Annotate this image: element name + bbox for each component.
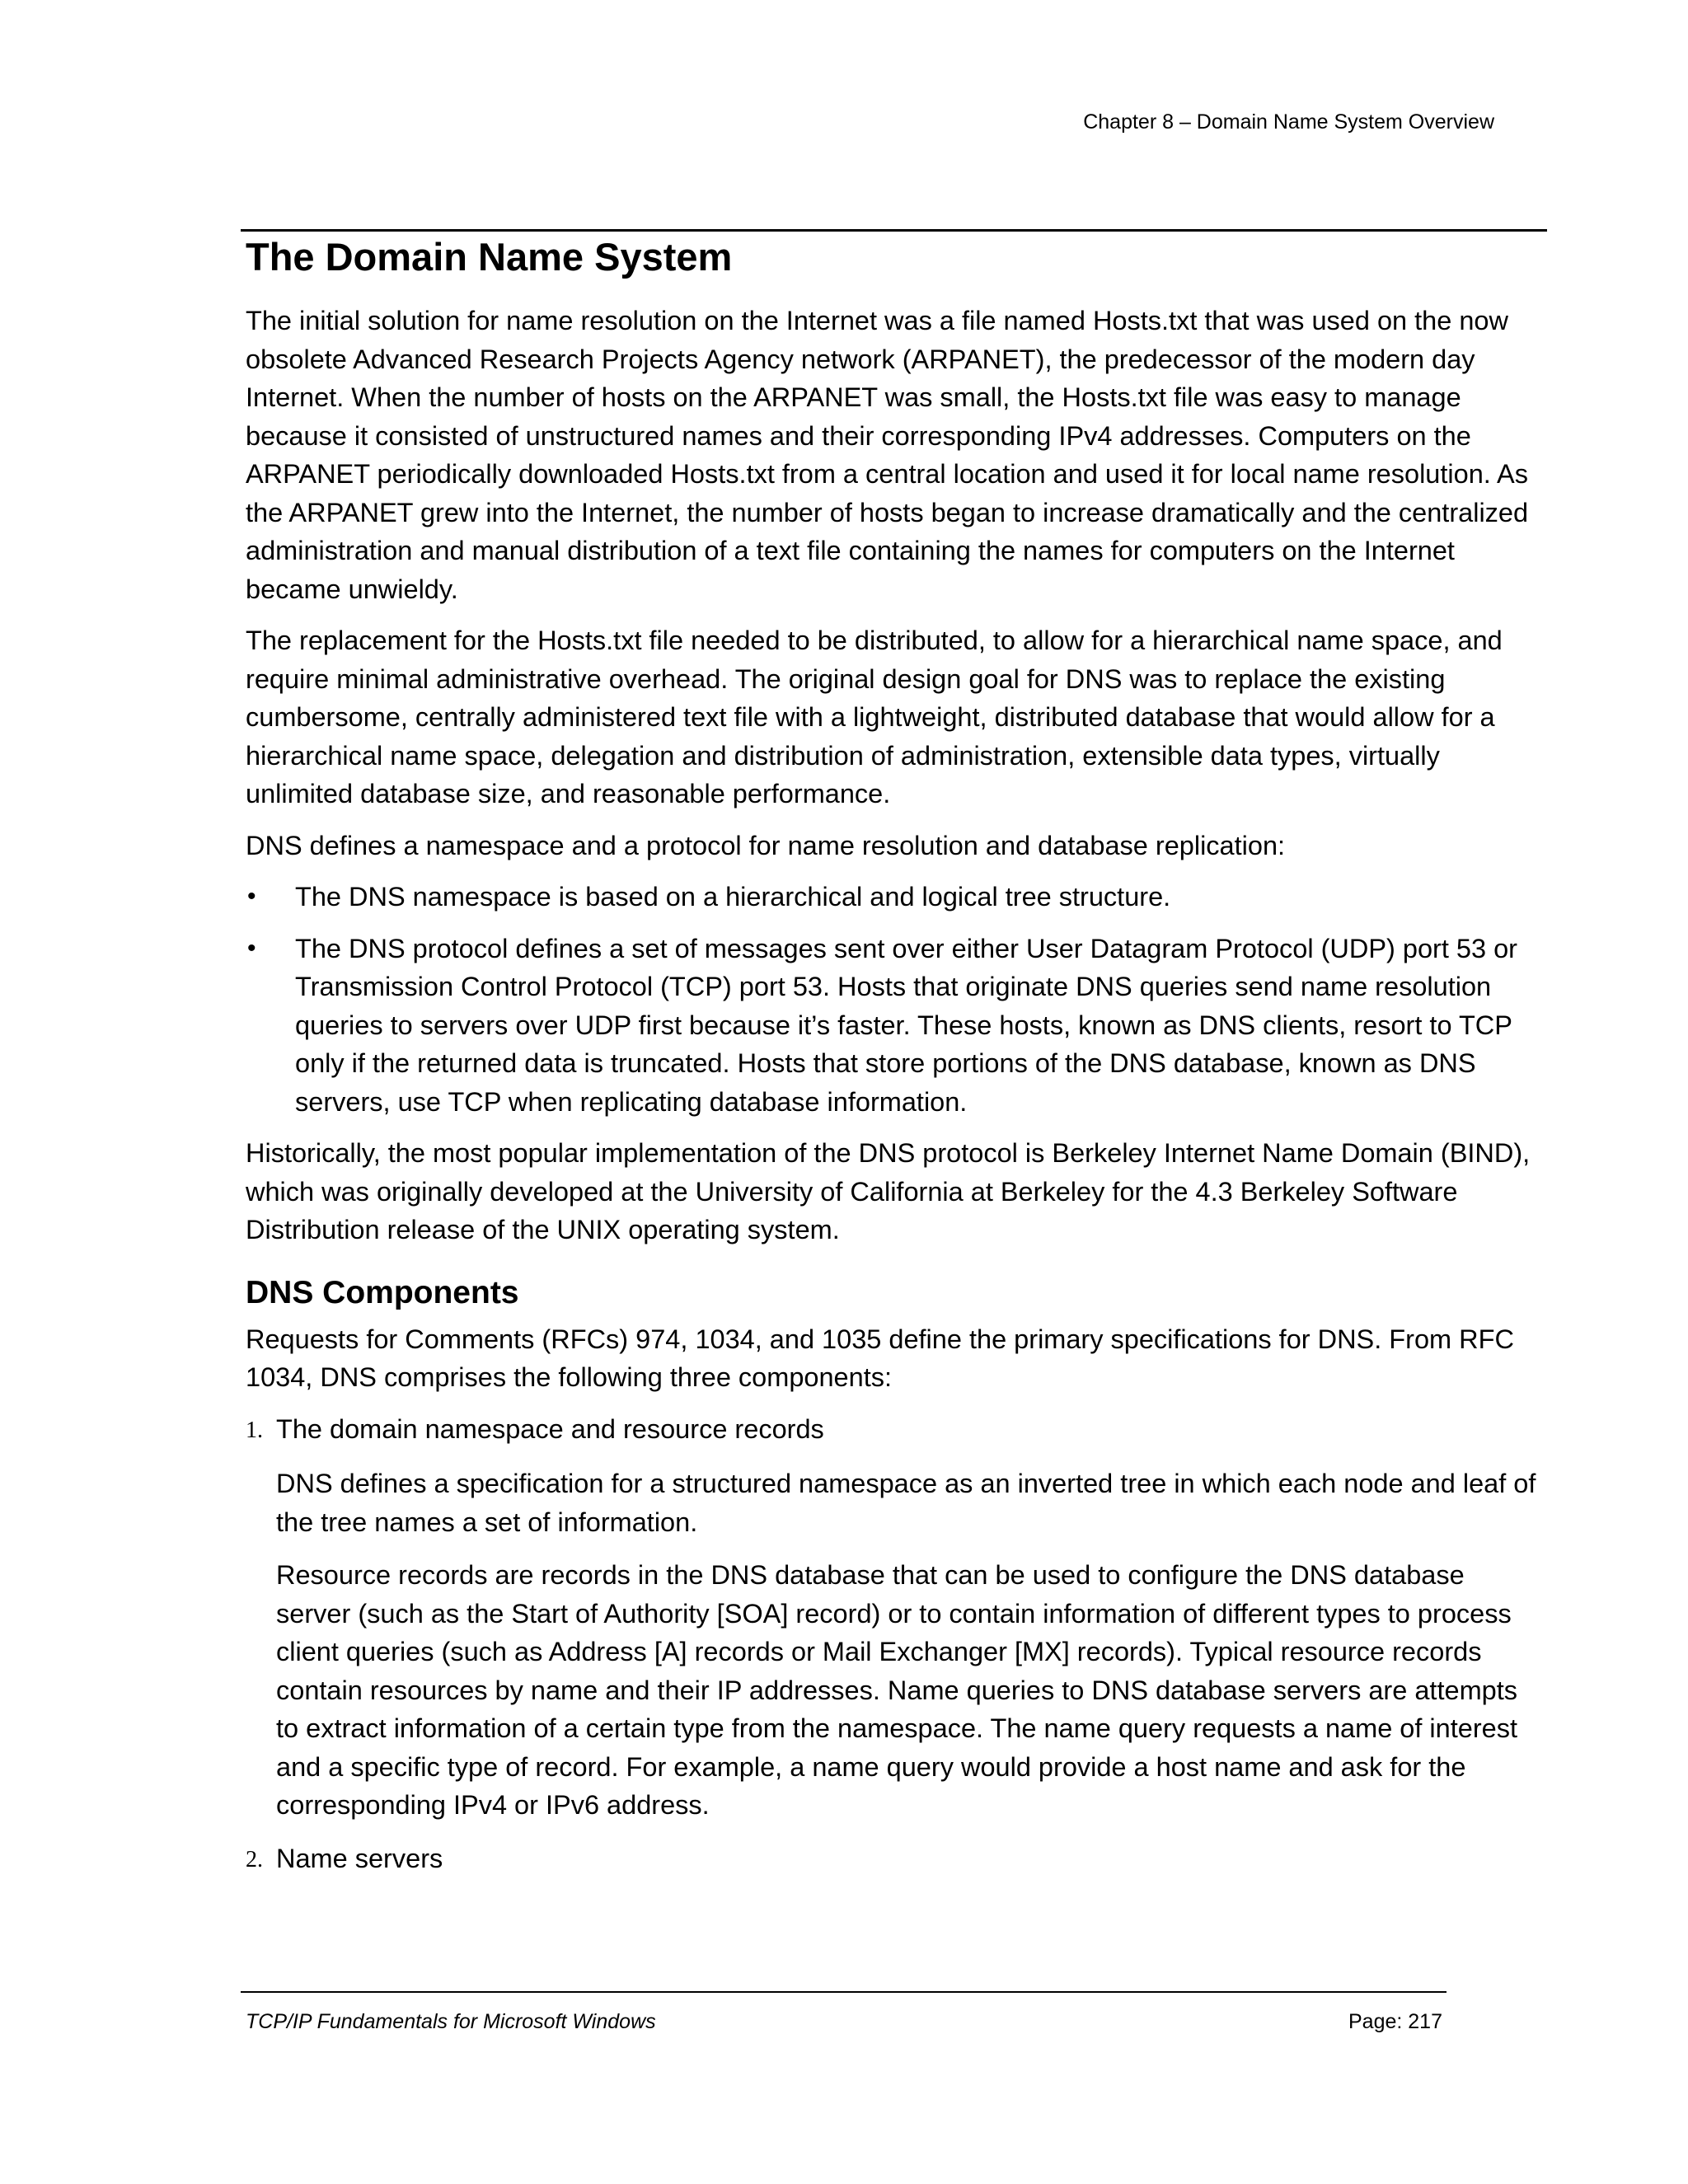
- bullet-text: The DNS protocol defines a set of messages sent over either User Datagram Protocol (UDP) port 53 or Transmission Control Protocol (TCP) port 53. Hosts that originate DNS queries send name resolution queries to servers over UDP first because it’s faster. These hosts, known as DNS clients, resort to TCP only if the returned data is truncated. Hosts that store portions of the DNS database, known as DNS servers, use TCP when replicating database information.: [295, 933, 1518, 1117]
- section-title: The Domain Name System: [246, 235, 733, 279]
- item-number: 2.: [246, 1846, 263, 1872]
- bullet-item: [246, 878, 1544, 916]
- page-body: [246, 232, 1544, 1894]
- running-header: Chapter 8 – Domain Name System Overview: [1083, 110, 1494, 134]
- bullet-item: [246, 930, 1544, 1122]
- item-title: Name servers: [276, 1843, 443, 1873]
- subsection-title: DNS Components: [246, 1274, 519, 1310]
- item-paragraph: Resource records are records in the DNS database that can be used to configure the DNS database server (such as the Start of Authority [SOA] record) or to contain information of different types to process client queries (such as Address [A] records or Mail Exchanger [MX] records). Typical resource records contain resources by name and their IP addresses. Name queries to DNS database servers are attempts to extract information of a certain type from the namespace. The name query requests a name of interest and a specific type of record. For example, a name query would provide a host name and ask for the corresponding IPv4 or IPv6 address.: [276, 1560, 1518, 1820]
- subsection-intro: Requests for Comments (RFCs) 974, 1034, and 1035 define the primary specifications for DNS. From RFC 1034, DNS comprises the following three components:: [246, 1324, 1514, 1392]
- header-rule: [241, 229, 1547, 232]
- bullet-icon: •: [247, 883, 256, 910]
- bullet-icon: •: [247, 934, 256, 962]
- footer-book-title: TCP/IP Fundamentals for Microsoft Windows: [246, 2010, 656, 2033]
- numbered-item: [246, 1410, 1544, 1825]
- item-number: 1.: [246, 1417, 263, 1443]
- footer-rule: [241, 1991, 1447, 1993]
- page-number: Page: 217: [1348, 2010, 1442, 2033]
- item-paragraph: DNS defines a specification for a structured namespace as an inverted tree in which each node and leaf of the tree names a set of information.: [276, 1469, 1536, 1537]
- body-paragraph: Historically, the most popular implementation of the DNS protocol is Berkeley Internet Name Domain (BIND), which was originally developed at the University of California at Berkeley for the 4.3 Berkeley Software Distribution release of the UNIX operating system.: [246, 1138, 1531, 1244]
- body-paragraph: The initial solution for name resolution on the Internet was a file named Hosts.txt that was used on the now obsolete Advanced Research Projects Agency network (ARPANET), the predecessor of the modern day Internet. When the number of hosts on the ARPANET was small, the Hosts.txt file was easy to manage because it consisted of unstructured names and their corresponding IPv4 addresses. Computers on the ARPANET periodically downloaded Hosts.txt from a central location and used it for local name resolution. As the ARPANET grew into the Internet, the number of hosts began to increase dramatically and the centralized administration and manual distribution of a text file containing the names for computers on the Internet became unwieldy.: [246, 306, 1529, 604]
- numbered-list: [246, 1410, 1544, 1878]
- body-paragraph: The replacement for the Hosts.txt file needed to be distributed, to allow for a hierarchical name space, and require minimal administrative overhead. The original design goal for DNS was to replace the existing cumbersome, centrally administered text file with a lightweight, distributed database that would allow for a hierarchical name space, delegation and distribution of administration, extensible data types, virtually unlimited database size, and reasonable performance.: [246, 626, 1503, 808]
- body-paragraph: DNS defines a namespace and a protocol for name resolution and database replication:: [246, 830, 1286, 860]
- numbered-item: [246, 1840, 1544, 1878]
- item-title: The domain namespace and resource records: [276, 1413, 824, 1444]
- bullet-list: [246, 878, 1544, 1121]
- bullet-text: The DNS namespace is based on a hierarchical and logical tree structure.: [295, 882, 1171, 912]
